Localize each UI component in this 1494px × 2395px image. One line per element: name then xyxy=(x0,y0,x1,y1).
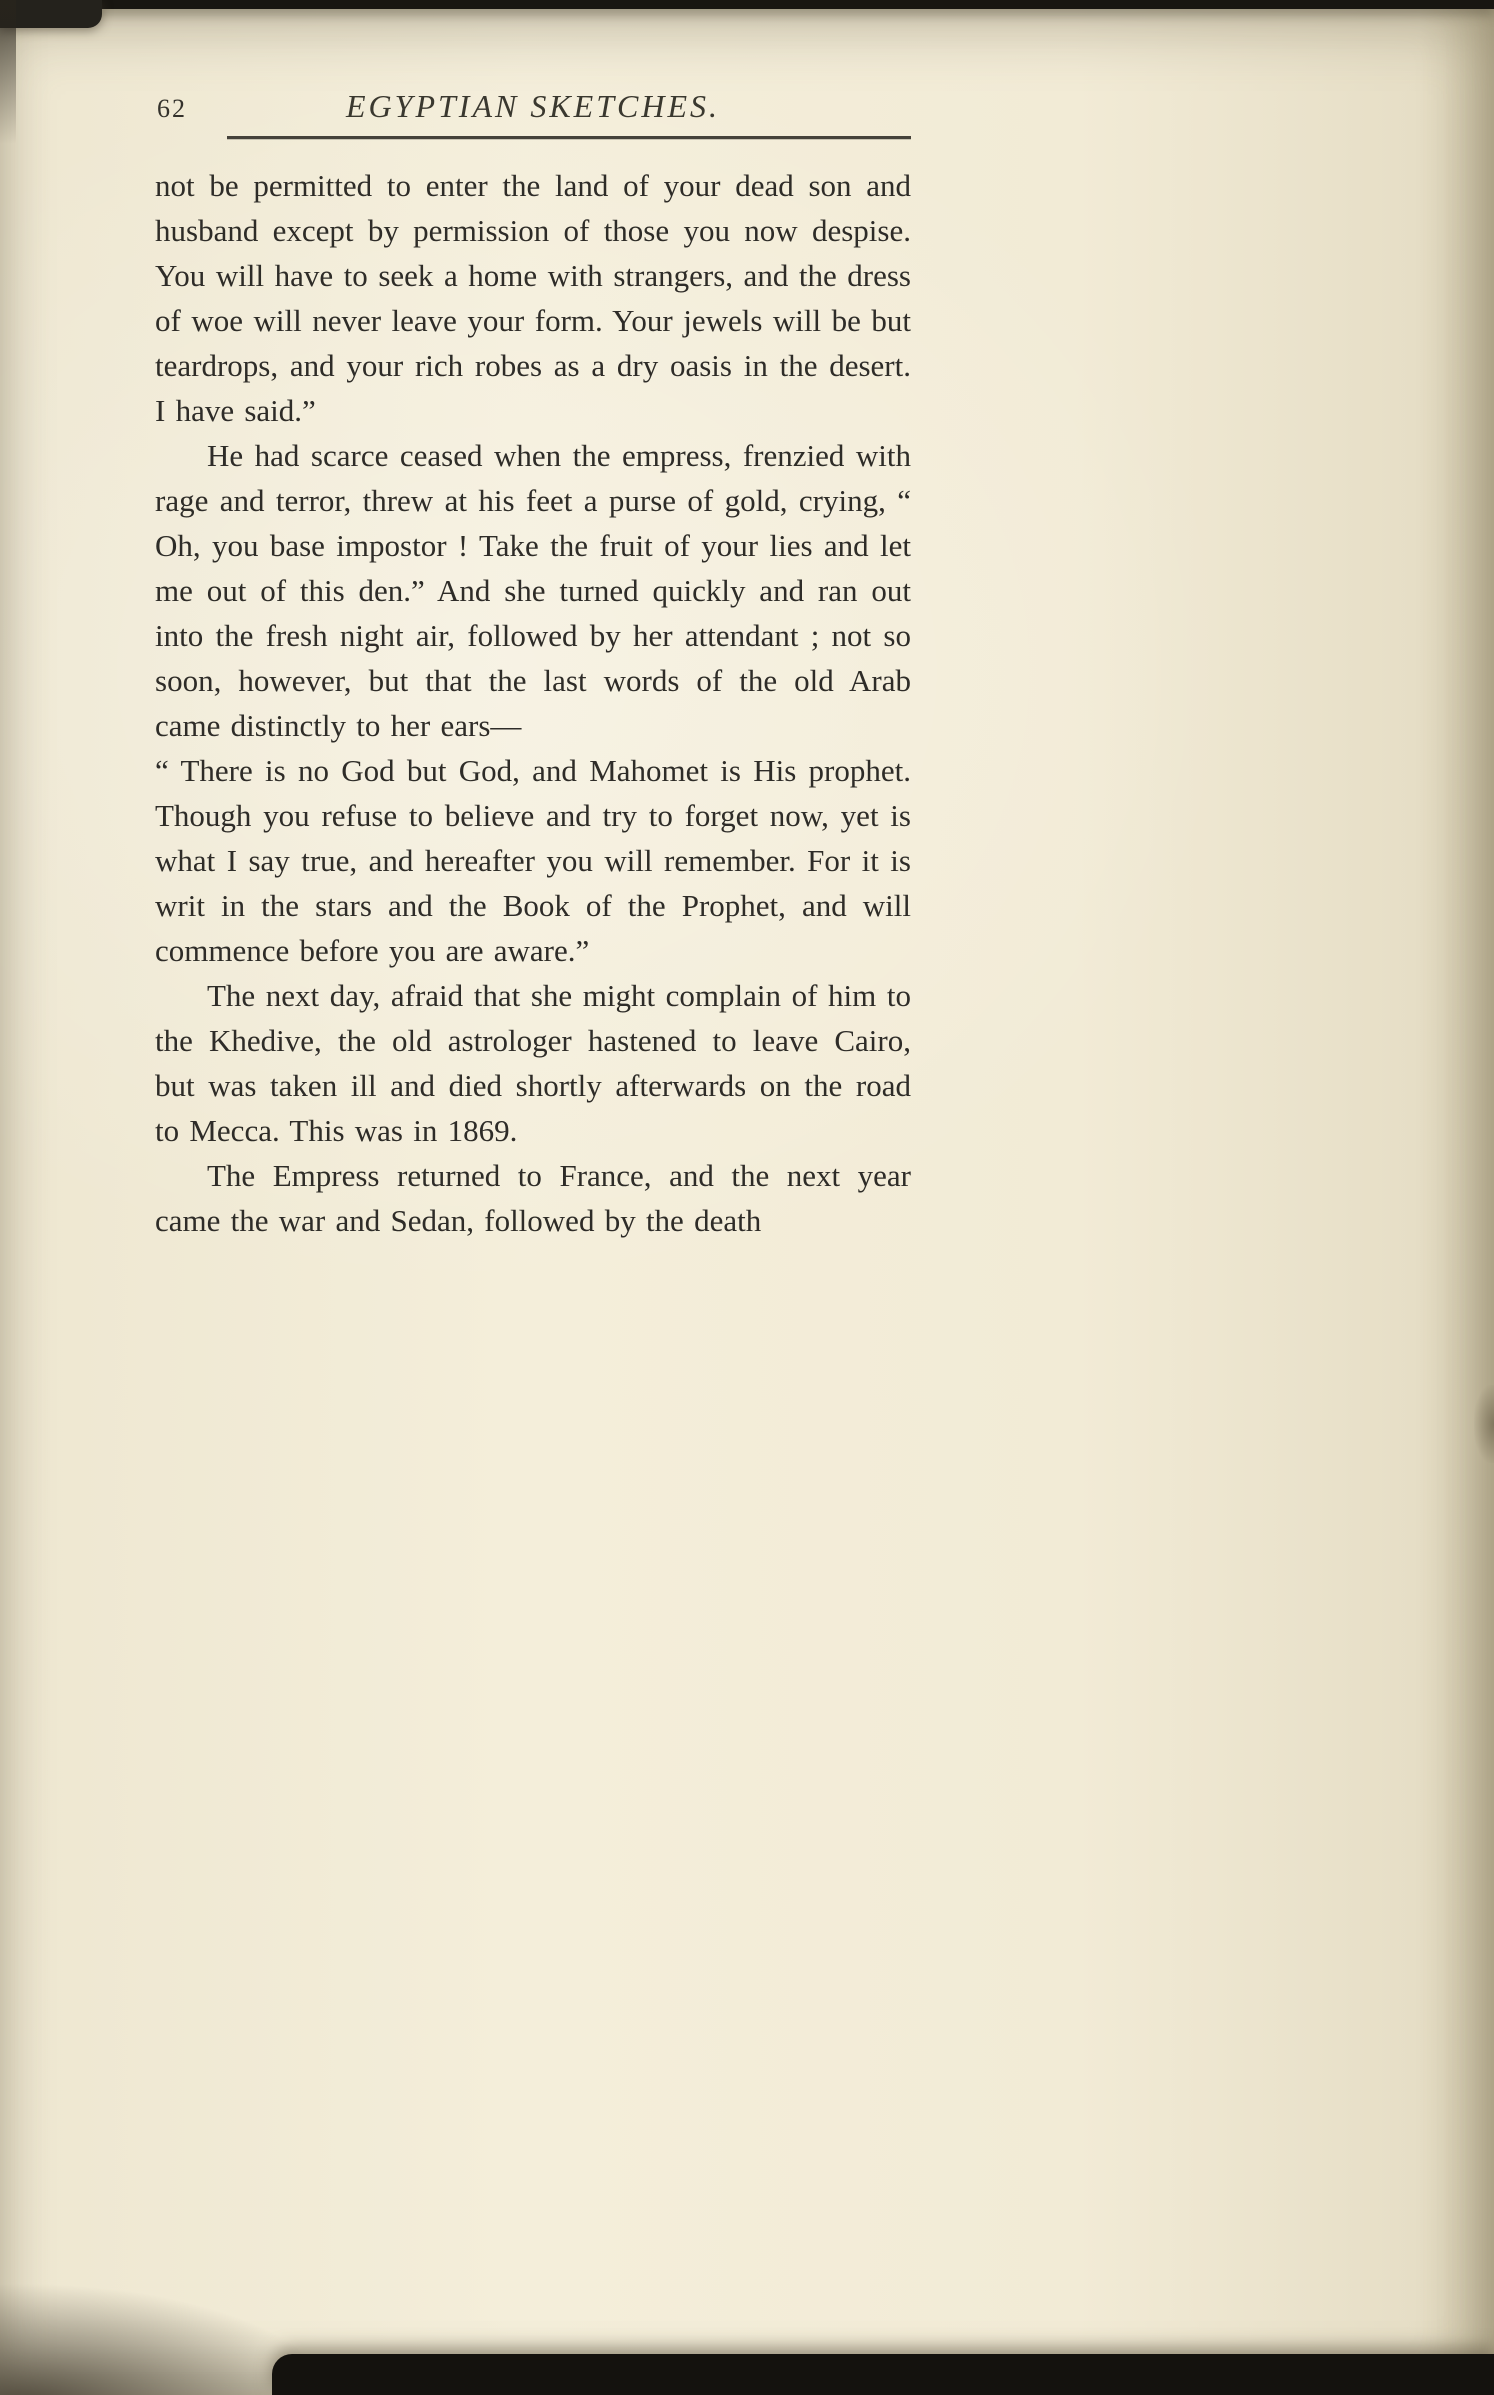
scan-edge-bottom xyxy=(272,2354,1494,2395)
paragraph-5: The Empress returned to France, and the next year came the war and Sedan, followed by the death xyxy=(155,1158,911,1238)
scan-corner-top-left xyxy=(0,0,102,28)
paragraph-4: The next day, afraid that she might complain of him to the Khedive, the old astrologer hastened to leave Cairo, but was taken ill and died shortly afterwards on the road to Mecca. This was in 1869. xyxy=(155,978,911,1148)
scan-smudge-right xyxy=(1474,1385,1494,1463)
scan-edge-left xyxy=(0,0,16,160)
running-title: EGYPTIAN SKETCHES. xyxy=(345,88,721,124)
body-text xyxy=(155,163,911,1243)
page-header xyxy=(155,88,911,130)
paragraph-1: not be permitted to enter the land of your dead son and husband except by permission of those you now despise. You will have to seek a home with strangers, and the dress of woe will never leave your form. Your jewels will be but teardrops, and your rich robes as a dry oasis in the desert. I have said.” xyxy=(155,168,911,428)
header-rule xyxy=(227,136,911,139)
page-number: 62 xyxy=(157,94,187,123)
scan-shadow-bottom-left xyxy=(0,2275,360,2395)
scan-edge-top xyxy=(0,0,1494,9)
text-block xyxy=(155,88,911,1243)
paragraph-3: “ There is no God but God, and Mahomet is His prophet. Though you refuse to believe and try to forget now, yet is what I say true, and hereafter you will remember. For it is writ in the stars and the Book of the Prophet, and will commence before you are aware.” xyxy=(155,753,911,968)
paragraph-2: He had scarce ceased when the empress, frenzied with rage and terror, threw at his feet a purse of gold, crying, “ Oh, you base impostor ! Take the fruit of your lies and let me out of this den.” And she turned quickly and ran out into the fresh night air, followed by her attendant ; not so soon, however, but that the last words of the old Arab came distinctly to her ears— xyxy=(155,438,911,743)
